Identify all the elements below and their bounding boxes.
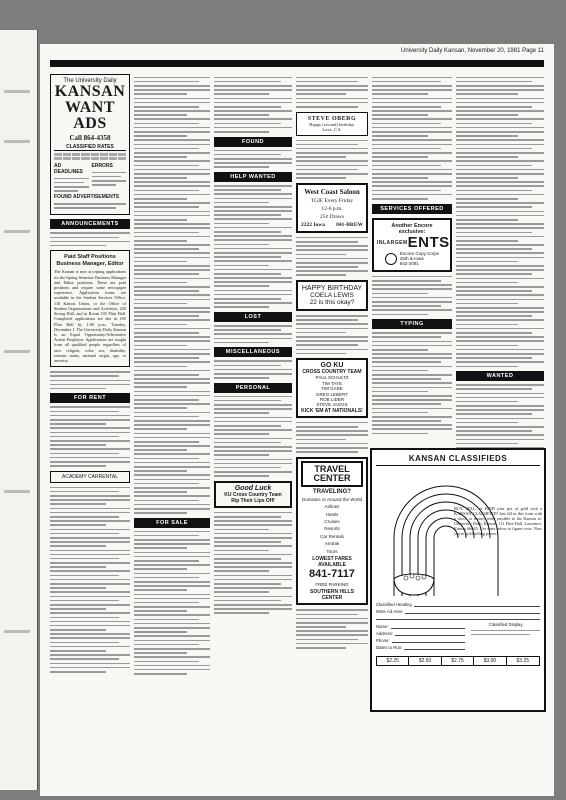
price-table	[376, 656, 540, 666]
column-3	[214, 74, 292, 780]
encore-seal-icon	[385, 253, 397, 265]
wcs-title: West Coast Saloon	[304, 187, 360, 196]
encore-l3: 842-2091	[399, 261, 419, 267]
encore-l1: Encore Copy Corps	[399, 250, 440, 256]
wcs-phone: 841-BREW	[336, 221, 363, 228]
price-cell: $2.50	[409, 657, 441, 665]
travel-item: Airlines	[324, 504, 340, 510]
column-1	[50, 74, 130, 780]
paid-staff-positions-ad	[50, 250, 130, 367]
travel-item: Tours	[326, 548, 338, 554]
name-label: Name:	[376, 624, 389, 629]
goku-name: TIM GARE	[321, 386, 343, 392]
travel-item: Cruises	[324, 518, 340, 524]
running-head: University Daily Kansan, November 20, 1981 Page 11	[401, 48, 544, 54]
section-personal: PERSONAL	[214, 383, 292, 393]
errors-title: ERRORS	[91, 163, 113, 169]
happy-birthday-ad	[296, 280, 368, 311]
kansan-classifieds-form	[370, 448, 546, 712]
good-luck-ad	[214, 481, 292, 508]
steve-line3: Love, C.S.	[322, 126, 342, 132]
section-announcements: ANNOUNCEMENTS	[50, 219, 130, 229]
academy-car-rental-ad: ACADEMY CARRENTAL	[50, 471, 130, 483]
address-label: Address:	[376, 631, 393, 636]
order-form	[376, 602, 540, 666]
want-ads-title: KANSAN WANT ADS	[54, 83, 126, 132]
rainbow-illustration	[376, 468, 540, 598]
words-line[interactable]	[405, 610, 540, 614]
kicker: The University Daily	[63, 78, 117, 84]
phone-line[interactable]	[392, 639, 466, 643]
encore-line2: exclusive:	[398, 228, 426, 235]
price-cell: $2.75	[442, 657, 474, 665]
good-luck-line1: Good Luck	[234, 484, 272, 492]
goku-subtitle: CROSS COUNTRY TEAM	[302, 369, 362, 376]
travel-item: Amtrak	[324, 541, 340, 547]
section-wanted: WANTED	[456, 371, 544, 381]
phone-label: Phone:	[376, 638, 390, 643]
heading-line[interactable]	[414, 603, 540, 607]
hb-line3: 22 is this okay?	[309, 299, 355, 307]
section-help-wanted: HELP WANTED	[214, 172, 292, 182]
paid-title: Paid Staff Positions Business Manager, Editor	[56, 254, 124, 267]
travel-fares: LOWEST FARES AVAILABLE	[312, 555, 352, 568]
wcs-line3: 25¢ Draws	[320, 213, 344, 220]
found-ads-title: FOUND ADVERTISEMENTS	[54, 194, 120, 201]
encore-l2: 25th & Iowa	[399, 256, 424, 262]
goku-tagline: KICK 'EM AT NATIONALS!	[301, 407, 363, 414]
travel-place: SOUTHERN HILLS CENTER	[310, 589, 354, 602]
travel-item: Hotels	[325, 511, 339, 517]
good-luck-line3: Rip Their Lips Off!	[231, 497, 275, 504]
encore-pre: INLARGEM	[377, 239, 408, 246]
section-lost: LOST	[214, 312, 292, 322]
travel-center-logo	[301, 461, 363, 487]
rent-listings	[134, 77, 210, 780]
travel-item: Resorts	[324, 526, 340, 532]
words-label: Write Ad Here	[376, 609, 403, 614]
steve-oberg-ad	[296, 112, 368, 136]
section-found: FOUND	[214, 137, 292, 147]
phone: Call 864-4358	[69, 134, 111, 142]
go-ku-cross-country-ad	[296, 358, 368, 417]
logo-line1: TRAVEL	[314, 463, 350, 474]
travel-note: FREE PARKING	[315, 581, 349, 587]
travel-phone: 841-7117	[309, 567, 355, 580]
section-services-offered: SERVICES OFFERED	[372, 204, 452, 214]
steve-line2: Happy (second) birthday.	[309, 121, 355, 127]
wcs-line2: 12-6 p.m.	[321, 205, 343, 212]
dates-line[interactable]	[404, 646, 465, 650]
encore-copy-ad	[372, 218, 452, 272]
rates-title: CLASSIFIED RATES	[54, 144, 126, 151]
kansan-want-ads-box	[50, 74, 130, 215]
paid-body: The Kansan is now accepting applications for the Spring Semester Business Manager and Editor positions. These are paid positions and require some newspaper experience. Application forms are available in the Student Services Office, 118 Kansas Union, or the Office of Student Organizations and Activities, 220 Strong Hall, and in Room 105 Flint Hall. Completed applications are due in 105 Flint Hall by 1:00 p.m., Tuesday, December 1. The University Daily Kansan is an Equal Opportunity/Affirmative Action Employer. Applications are sought from all qualified people regardless of race, religion, color, sex, disability, veteran status, national origin, age, or ancestry.	[54, 269, 126, 363]
column-4	[296, 74, 368, 780]
address-line[interactable]	[395, 632, 465, 636]
steve-name: STEVE OBERG	[307, 115, 357, 122]
dates-label: Dates to Run:	[376, 645, 403, 650]
travel-subtitle: Domestic or Around the World	[302, 496, 362, 502]
encore-line1: Another Encore	[391, 222, 433, 229]
display-label: Classified Display	[488, 622, 523, 627]
heading-label: Classified Heading	[376, 602, 412, 607]
goku-name: ROB LIDER	[319, 396, 345, 402]
west-coast-saloon-ad	[296, 183, 368, 233]
top-rule	[50, 60, 544, 67]
goku-name: TIM TAYE	[321, 380, 342, 386]
travel-item: Car Rentals	[320, 533, 344, 539]
words-line[interactable]	[376, 616, 540, 620]
price-cell: $2.25	[377, 657, 409, 665]
goku-title: GO KU	[320, 362, 344, 370]
rates-table	[54, 153, 126, 160]
adjacent-page-edge	[0, 30, 38, 790]
classifieds-pitch: BUY, SELL, or FIND your pot of gold with a KANSAN CLASSIFIED! Just fill in this form with a check or money order payable to the Kansan to: University Daily Kansan, 111 Flint Hall, Lawrence, Kansas 66045. Use rates below to figure costs. Now you're gold selling power!	[454, 506, 542, 536]
hb-line2: COELA LEWIS	[310, 292, 354, 300]
good-luck-line2: KU Cross Country Team	[224, 491, 282, 498]
newspaper-page	[40, 44, 554, 796]
encore-big: ENTS	[407, 233, 450, 251]
goku-name: STEVE JAGGS	[316, 402, 348, 408]
travel-question: TRAVELING?	[313, 488, 351, 495]
column-2	[134, 74, 210, 780]
column-5	[372, 74, 452, 486]
logo-line2: CENTER	[313, 472, 351, 483]
section-for-rent: FOR RENT	[50, 393, 130, 403]
name-line[interactable]	[391, 625, 466, 629]
goku-name: GREG LEBERT	[316, 391, 348, 397]
goku-name: PAUL SCHULTZ	[315, 375, 349, 381]
price-cell: $3.25	[516, 658, 530, 664]
price-cell: $3.00	[474, 657, 506, 665]
section-miscellaneous: MISCELLANEOUS	[214, 347, 292, 357]
section-typing: TYPING	[372, 319, 452, 329]
classifieds-title: KANSAN CLASSIFIEDS	[408, 454, 508, 463]
deadlines-title: AD DEADLINES	[54, 163, 83, 175]
section-for-sale: FOR SALE	[134, 518, 210, 528]
wcs-address: 2222 Iowa	[301, 221, 325, 228]
hb-line1: HAPPY BIRTHDAY	[301, 285, 363, 293]
column-6	[456, 74, 544, 486]
travel-center-ad	[296, 457, 368, 606]
wcs-line1: TGIF Every Friday	[310, 197, 354, 204]
